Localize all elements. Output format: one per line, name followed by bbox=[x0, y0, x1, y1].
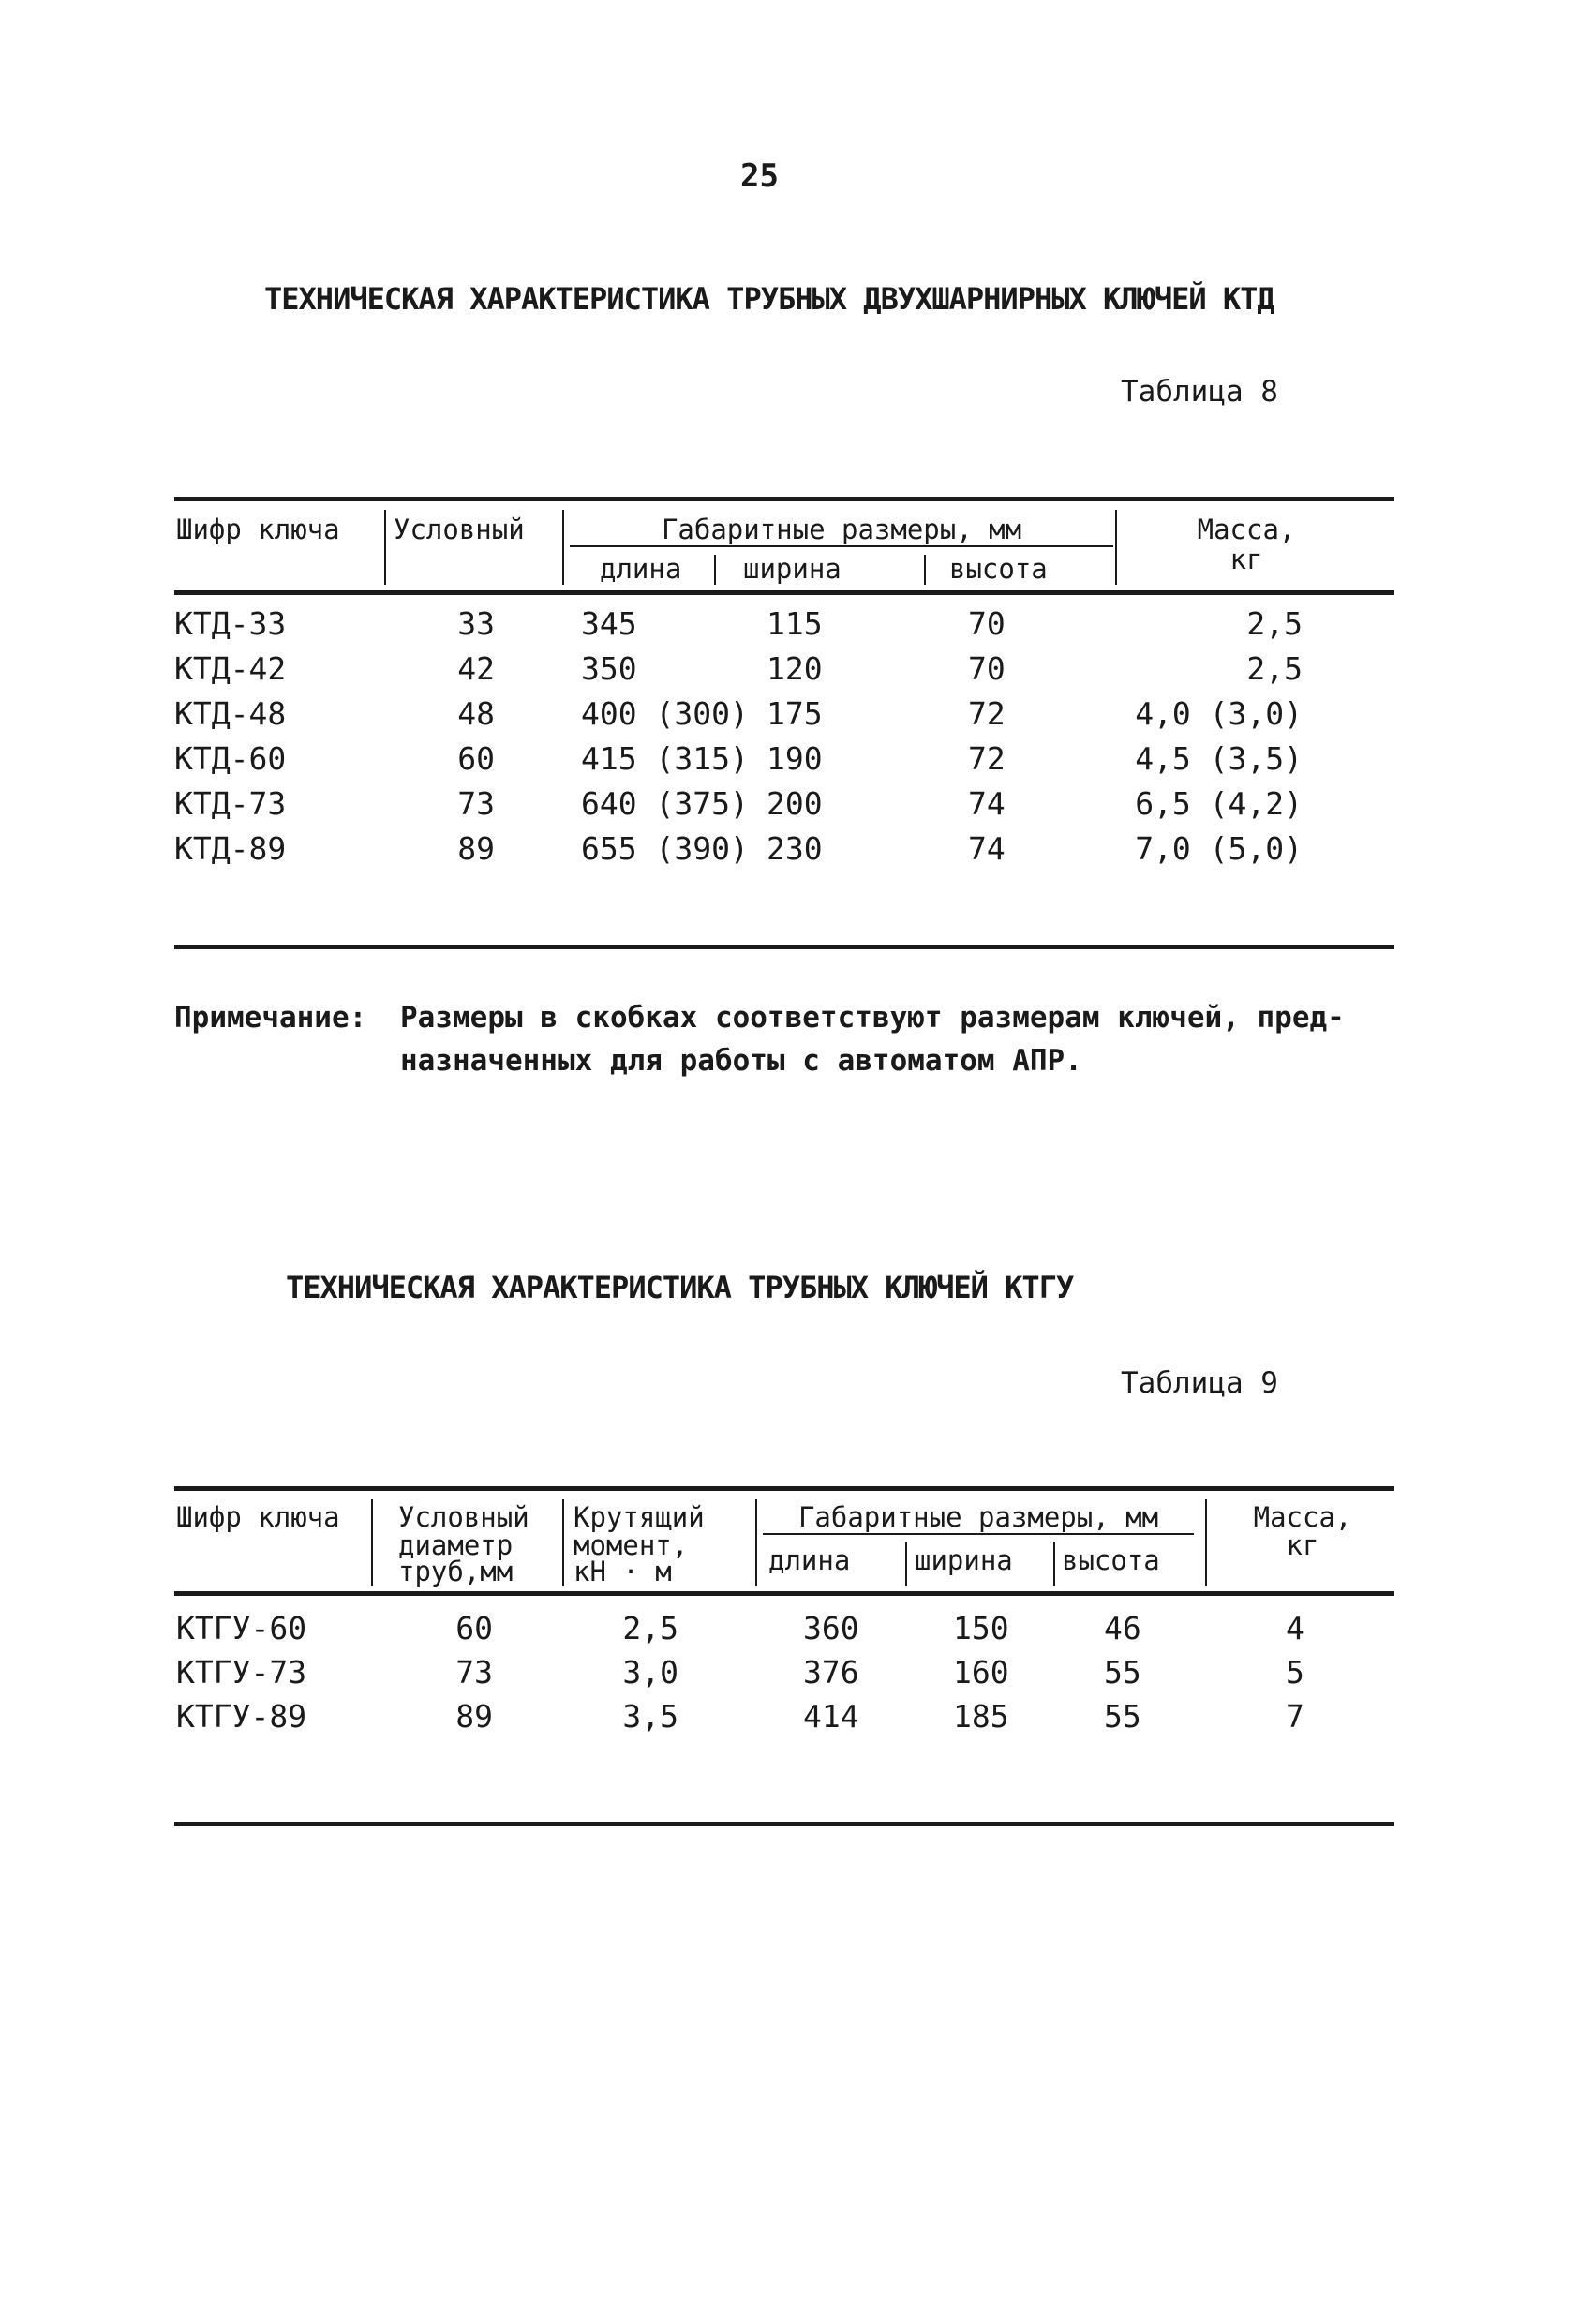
table-cell-mass: 4,0 (3,0) bbox=[1135, 695, 1303, 732]
table-cell-nominal: 89 bbox=[455, 1698, 493, 1735]
table9-divider bbox=[1053, 1542, 1055, 1586]
table9-header-mass-2: кг bbox=[1286, 1529, 1319, 1561]
table-cell-nominal: 73 bbox=[455, 1654, 493, 1691]
table-cell-code: КТГУ-89 bbox=[176, 1698, 307, 1735]
table-cell-mass: 2,5 bbox=[1246, 605, 1303, 642]
table9-divider bbox=[1205, 1499, 1207, 1586]
table9-bottom-rule bbox=[174, 1822, 1394, 1826]
table-cell-height: 72 bbox=[968, 695, 1006, 732]
table9-header-torque-2: момент, bbox=[574, 1529, 689, 1561]
table-cell-mass: 2,5 bbox=[1246, 650, 1303, 687]
table8-divider bbox=[384, 510, 386, 585]
table-cell-height: 72 bbox=[968, 740, 1006, 777]
table-cell-mass: 5 bbox=[1286, 1654, 1304, 1691]
table8-header-mass-1: Масса, bbox=[1197, 514, 1296, 545]
table9-divider bbox=[562, 1499, 564, 1586]
table9-divider bbox=[755, 1499, 757, 1586]
table9-header-nominal-1: Условный bbox=[398, 1501, 529, 1533]
table-cell-height: 70 bbox=[968, 650, 1006, 687]
table-cell-nominal: 33 bbox=[457, 605, 495, 642]
table-cell-length: 414 bbox=[803, 1698, 859, 1735]
table-cell-height: 74 bbox=[968, 830, 1006, 867]
table-cell-width: 230 bbox=[767, 830, 823, 867]
table9-top-rule bbox=[174, 1486, 1394, 1491]
table-cell-code: КТГУ-60 bbox=[176, 1610, 307, 1646]
table-cell-mass: 7,0 (5,0) bbox=[1135, 830, 1303, 867]
table-cell-length: 415 (315) bbox=[581, 740, 749, 777]
table9-label: Таблица 9 bbox=[1121, 1366, 1278, 1400]
note-label: Примечание: bbox=[174, 1001, 367, 1035]
table8-header-code: Шифр ключа bbox=[176, 514, 340, 545]
table-cell-nominal: 73 bbox=[457, 785, 495, 822]
note-line-2: назначенных для работы с автоматом АПР. bbox=[400, 1044, 1082, 1078]
table8-divider bbox=[562, 510, 564, 585]
table9-header-torque-3: кН · м bbox=[574, 1556, 672, 1587]
table-cell-width: 190 bbox=[767, 740, 823, 777]
table9-header-nominal-3: труб,мм bbox=[398, 1556, 514, 1587]
table-cell-mass: 7 bbox=[1286, 1698, 1304, 1735]
table-cell-width: 160 bbox=[953, 1654, 1009, 1691]
table-cell-length: 400 (300) bbox=[581, 695, 749, 732]
table8-header-mass-2: кг bbox=[1229, 544, 1263, 575]
table-cell-torque: 2,5 bbox=[622, 1610, 678, 1646]
table8-divider bbox=[924, 555, 926, 585]
table-cell-nominal: 42 bbox=[457, 650, 495, 687]
table-cell-width: 175 bbox=[767, 695, 823, 732]
table-cell-code: КТД-73 bbox=[174, 785, 287, 822]
table-cell-code: КТГУ-73 bbox=[176, 1654, 307, 1691]
table8-header-height: высота bbox=[949, 553, 1048, 585]
section1-title: ТЕХНИЧЕСКАЯ ХАРАКТЕРИСТИКА ТРУБНЫХ ДВУХШАРНИРНЫХ КЛЮЧЕЙ КТД bbox=[264, 281, 1274, 317]
table-cell-width: 150 bbox=[953, 1610, 1009, 1646]
table9-header-dims: Габаритные размеры, мм bbox=[797, 1501, 1159, 1533]
table-cell-length: 345 bbox=[581, 605, 637, 642]
table-cell-torque: 3,0 bbox=[622, 1654, 678, 1691]
table-cell-height: 74 bbox=[968, 785, 1006, 822]
table8-bottom-rule bbox=[174, 945, 1394, 949]
table9-header-height: высота bbox=[1062, 1544, 1160, 1576]
table-cell-height: 46 bbox=[1104, 1610, 1141, 1646]
table8-header-nominal: Условный bbox=[394, 514, 525, 545]
table-cell-mass: 4,5 (3,5) bbox=[1135, 740, 1303, 777]
table-cell-height: 55 bbox=[1104, 1654, 1141, 1691]
table-cell-code: КТД-89 bbox=[174, 830, 287, 867]
table8-header-rule bbox=[174, 590, 1394, 595]
table-cell-width: 200 bbox=[767, 785, 823, 822]
table-cell-length: 376 bbox=[803, 1654, 859, 1691]
table-cell-code: КТД-33 bbox=[174, 605, 287, 642]
table9-header-length: длина bbox=[768, 1544, 851, 1576]
table-cell-height: 70 bbox=[968, 605, 1006, 642]
table-cell-mass: 4 bbox=[1286, 1610, 1304, 1646]
table-cell-length: 640 (375) bbox=[581, 785, 749, 822]
table-cell-nominal: 60 bbox=[457, 740, 495, 777]
table8-header-dims: Габаритные размеры, мм bbox=[661, 514, 1022, 545]
table9-header-width: ширина bbox=[915, 1544, 1013, 1576]
table9-header-mass-1: Масса, bbox=[1253, 1501, 1352, 1533]
table8-divider bbox=[1115, 510, 1117, 585]
table-cell-nominal: 60 bbox=[455, 1610, 493, 1646]
note-line-1: Размеры в скобках соответствуют размерам ключей, пред- bbox=[400, 1001, 1345, 1035]
table9-dims-rule bbox=[763, 1533, 1194, 1535]
table-cell-width: 185 bbox=[953, 1698, 1009, 1735]
section2-title: ТЕХНИЧЕСКАЯ ХАРАКТЕРИСТИКА ТРУБНЫХ КЛЮЧЕЙ КТГУ bbox=[286, 1270, 1074, 1305]
table-cell-nominal: 89 bbox=[457, 830, 495, 867]
table-cell-nominal: 48 bbox=[457, 695, 495, 732]
table-cell-code: КТД-42 bbox=[174, 650, 287, 687]
table9-header-rule bbox=[174, 1591, 1394, 1596]
table-cell-length: 350 bbox=[581, 650, 637, 687]
table9-divider bbox=[371, 1499, 373, 1586]
table8-label: Таблица 8 bbox=[1121, 375, 1278, 409]
table9-header-code: Шифр ключа bbox=[176, 1501, 340, 1533]
table-cell-length: 655 (390) bbox=[581, 830, 749, 867]
table8-header-length: длина bbox=[600, 553, 682, 585]
table9-header-nominal-2: диаметр bbox=[398, 1529, 514, 1561]
table-cell-code: КТД-48 bbox=[174, 695, 287, 732]
table8-header-width: ширина bbox=[743, 553, 842, 585]
table-cell-torque: 3,5 bbox=[622, 1698, 678, 1735]
table9-header-torque-1: Крутящий bbox=[574, 1501, 705, 1533]
table-cell-length: 360 bbox=[803, 1610, 859, 1646]
table-cell-mass: 6,5 (4,2) bbox=[1135, 785, 1303, 822]
table-cell-width: 120 bbox=[767, 650, 823, 687]
table8-divider bbox=[714, 555, 716, 585]
page-number: 25 bbox=[740, 157, 779, 195]
table-cell-width: 115 bbox=[767, 605, 823, 642]
table8-dims-rule bbox=[570, 545, 1113, 547]
table8-top-rule bbox=[174, 497, 1394, 501]
table-cell-code: КТД-60 bbox=[174, 740, 287, 777]
table-cell-height: 55 bbox=[1104, 1698, 1141, 1735]
table9-divider bbox=[905, 1542, 907, 1586]
